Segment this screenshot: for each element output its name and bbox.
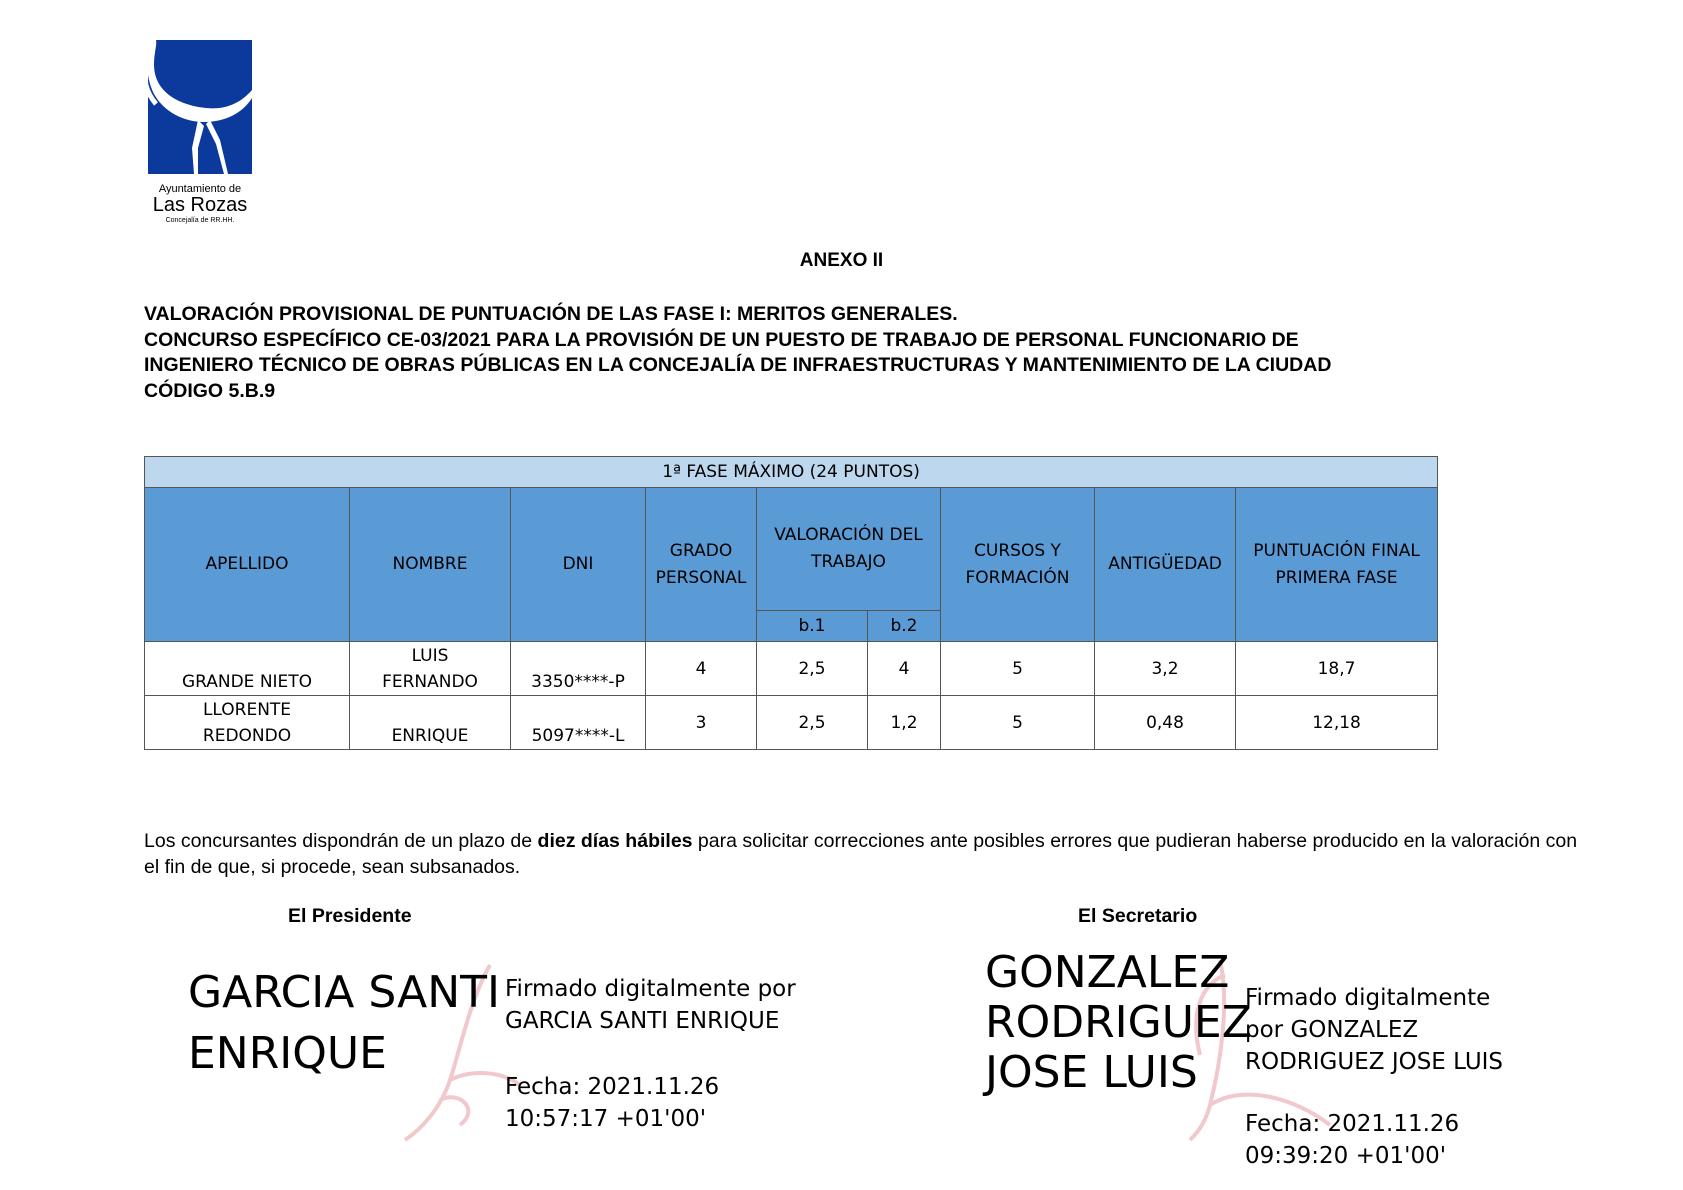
column-header-grado: GRADO PERSONAL	[646, 488, 757, 642]
secretary-name-line-1: GONZALEZ	[985, 947, 1230, 998]
logo-line-3: Concejalía de RR.HH.	[165, 217, 235, 224]
stork-emblem-icon	[140, 28, 260, 180]
annex-title: ANEXO II	[799, 250, 884, 271]
president-date-line-1: Fecha: 2021.11.26	[505, 1074, 720, 1100]
column-header-final: PUNTUACIÓN FINAL PRIMERA FASE	[1236, 488, 1438, 642]
secretary-date-line-2: 09:39:20 +01'00'	[1245, 1143, 1447, 1169]
president-date-line-2: 10:57:17 +01'00'	[505, 1106, 707, 1132]
secretary-signature-details	[1245, 982, 1503, 1172]
cell-b2: 1,2	[868, 696, 941, 750]
column-header-apellido: APELLIDO	[145, 488, 350, 642]
scores-table	[144, 456, 1438, 750]
cell-nombre: LUIS FERNANDO	[350, 642, 511, 696]
column-header-antiguedad: ANTIGÜEDAD	[1095, 488, 1236, 642]
secretary-date-line-1: Fecha: 2021.11.26	[1245, 1111, 1460, 1137]
cell-antiguedad: 3,2	[1095, 642, 1236, 696]
heading-line-3: INGENIERO TÉCNICO DE OBRAS PÚBLICAS EN LA CONCEJALÍA DE INFRAESTRUCTURAS Y MANTENIMIENTO DE LA CIUDAD	[144, 354, 1332, 376]
table-row	[145, 642, 1438, 696]
correction-notice	[144, 828, 1584, 880]
notice-text-start: Los concursantes dispondrán de un plazo de	[144, 830, 538, 852]
notice-text-end: para solicitar correcciones ante posibles errores que pudieran haberse producido en la valoración con el fin de que, si procede, sean subsanados.	[144, 830, 1578, 878]
logo-line-1: Ayuntamiento de	[158, 183, 242, 195]
heading-line-1: VALORACIÓN PROVISIONAL DE PUNTUACIÓN DE LAS FASE I: MERITOS GENERALES.	[144, 303, 958, 325]
cell-b2: 4	[868, 642, 941, 696]
secretary-name-line-2: RODRIGUEZ	[985, 997, 1252, 1048]
heading-line-4: CÓDIGO 5.B.9	[144, 379, 276, 402]
president-role-label: El Presidente	[288, 905, 412, 927]
secretary-signed-line-1: Firmado digitalmente	[1245, 985, 1491, 1011]
cell-cursos: 5	[941, 696, 1095, 750]
cell-b1: 2,5	[757, 642, 868, 696]
heading-line-2: CONCURSO ESPECÍFICO CE-03/2021 PARA LA PROVISIÓN DE UN PUESTO DE TRABAJO DE PERSONAL FUNCIONARIO DE	[144, 328, 1299, 351]
president-name-line-2: ENRIQUE	[188, 1028, 387, 1079]
column-header-cursos: CURSOS Y FORMACIÓN	[941, 488, 1095, 642]
cell-cursos: 5	[941, 642, 1095, 696]
secretary-signed-line-2: por GONZALEZ	[1245, 1017, 1419, 1043]
cell-grado: 3	[646, 696, 757, 750]
president-signed-line-1: Firmado digitalmente por	[505, 976, 796, 1002]
cell-final: 18,7	[1236, 642, 1438, 696]
cell-dni: 5097****-L	[511, 696, 646, 750]
document-heading	[144, 302, 1584, 404]
cell-dni: 3350****-P	[511, 642, 646, 696]
column-header-b1: b.1	[757, 611, 868, 642]
column-header-valoracion: VALORACIÓN DEL TRABAJO	[757, 488, 941, 611]
notice-deadline: diez días hábiles	[537, 830, 693, 852]
column-header-nombre: NOMBRE	[350, 488, 511, 642]
column-header-dni: DNI	[511, 488, 646, 642]
cell-nombre: ENRIQUE	[350, 696, 511, 750]
cell-final: 12,18	[1236, 696, 1438, 750]
secretary-role-label: El Secretario	[1078, 905, 1198, 927]
logo-line-2: Las Rozas	[152, 194, 248, 216]
phase-header: 1ª FASE MÁXIMO (24 PUNTOS)	[145, 457, 1438, 488]
president-signature-details	[505, 973, 796, 1135]
cell-apellido: GRANDE NIETO	[145, 642, 350, 696]
table-row	[145, 696, 1438, 750]
secretary-name-line-3: JOSE LUIS	[985, 1047, 1198, 1098]
municipality-logo	[140, 28, 260, 224]
cell-b1: 2,5	[757, 696, 868, 750]
president-name	[188, 962, 500, 1084]
president-signed-line-2: GARCIA SANTI ENRIQUE	[505, 1008, 780, 1034]
cell-antiguedad: 0,48	[1095, 696, 1236, 750]
secretary-name	[985, 948, 1252, 1098]
column-header-b2: b.2	[868, 611, 941, 642]
cell-grado: 4	[646, 642, 757, 696]
cell-apellido: LLORENTE REDONDO	[145, 696, 350, 750]
president-name-line-1: GARCIA SANTI	[188, 967, 500, 1018]
secretary-signed-line-3: RODRIGUEZ JOSE LUIS	[1245, 1049, 1504, 1075]
